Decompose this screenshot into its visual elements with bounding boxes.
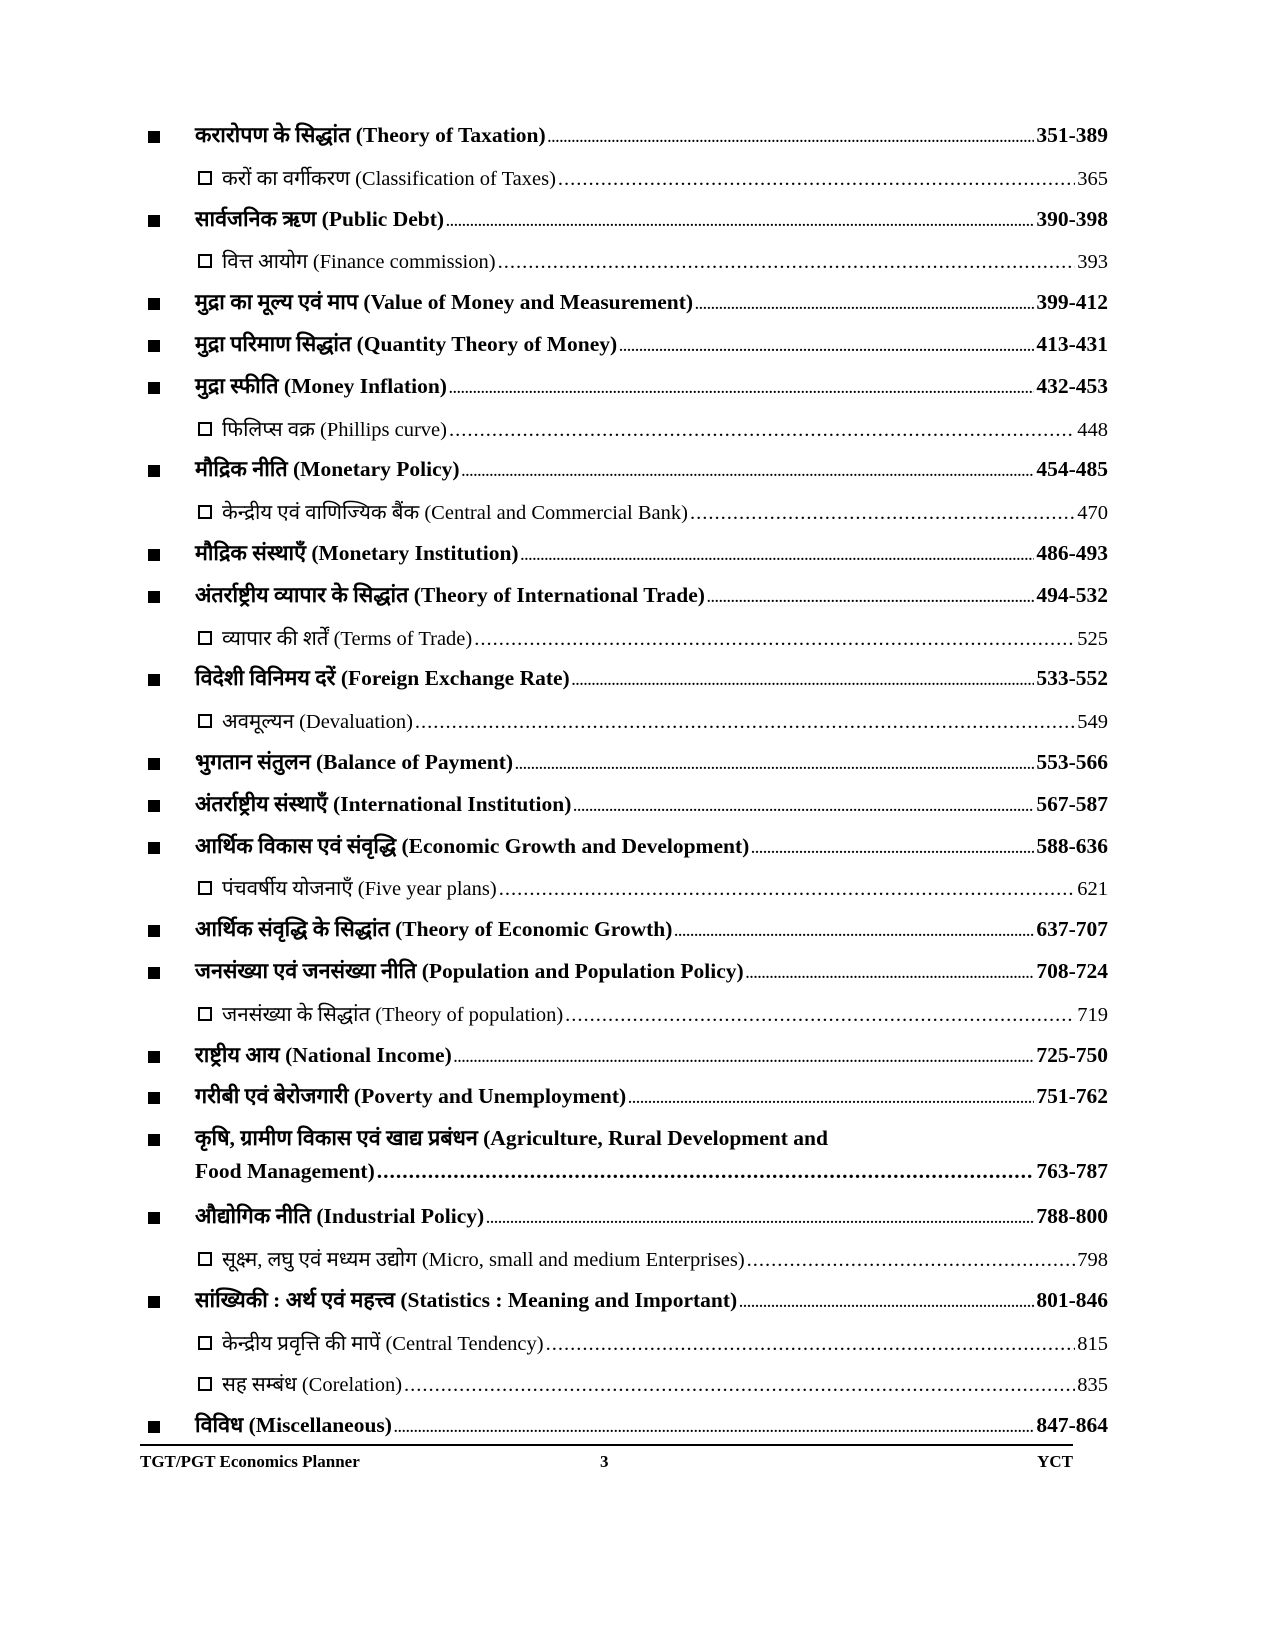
- toc-entry-page: 751-762: [1036, 1084, 1108, 1109]
- toc-subentry: [148, 494, 1108, 536]
- toc-entry-line: [195, 663, 1108, 692]
- toc-entry-page: 393: [1077, 251, 1108, 274]
- toc-entry-line: [195, 831, 1108, 860]
- toc-subentry: [148, 1325, 1108, 1367]
- toc-entry-page: 470: [1077, 502, 1108, 525]
- footer-publisher: YCT: [1037, 1452, 1073, 1471]
- dot-leader: [747, 1249, 1076, 1272]
- footer-divider: [140, 1444, 1073, 1446]
- toc-entry-page: 815: [1077, 1332, 1108, 1355]
- toc-entry-line: [195, 914, 1108, 943]
- toc-entry: [148, 1038, 1108, 1080]
- hollow-square-bullet-icon: [198, 254, 212, 268]
- toc-entry-title: व्यापार की शर्तें (Terms of Trade): [222, 627, 473, 650]
- toc-entry-line: [198, 498, 1108, 526]
- toc-entry-page: 494-532: [1036, 582, 1108, 607]
- toc-entry-line: [195, 538, 1108, 567]
- square-bullet-icon: [148, 215, 160, 227]
- toc-entry-title-cont: Food Management): [195, 1159, 375, 1184]
- toc-entry: [148, 578, 1108, 620]
- toc-subentry: [148, 160, 1108, 202]
- toc-entry-title: अंतर्राष्ट्रीय संस्थाएँ (International Institution): [195, 791, 572, 816]
- square-bullet-icon: [148, 465, 160, 477]
- dot-leader: [415, 711, 1075, 734]
- square-bullet-icon: [148, 1092, 160, 1104]
- toc-entry-line: [195, 287, 1108, 316]
- square-bullet-icon: [148, 842, 160, 854]
- toc-entry-line: [195, 329, 1108, 358]
- toc-entry-title: अवमूल्यन (Devaluation): [222, 711, 413, 734]
- toc-entry-line: [195, 454, 1108, 483]
- toc-entry-page: 525: [1077, 627, 1108, 650]
- toc-entry: [148, 954, 1108, 996]
- hollow-square-bullet-icon: [198, 631, 212, 645]
- toc-entry: [148, 452, 1108, 494]
- toc-entry: [148, 369, 1108, 411]
- toc-entry-page: 399-412: [1036, 290, 1108, 315]
- toc-entry: [148, 285, 1108, 327]
- toc-entry: [148, 1079, 1108, 1121]
- toc-entry-title: कृषि, ग्रामीण विकास एवं खाद्य प्रबंधन (Agriculture, Rural Development and: [195, 1126, 828, 1151]
- dot-leader: [739, 1288, 1034, 1313]
- toc-entry: [148, 912, 1108, 954]
- toc-entry-page: 365: [1077, 167, 1108, 190]
- toc-entry-line: [195, 747, 1108, 776]
- dot-leader: [454, 1043, 1035, 1068]
- hollow-square-bullet-icon: [198, 422, 212, 436]
- dot-leader: [751, 834, 1034, 859]
- toc-subentry: [148, 870, 1108, 912]
- toc-entry-title: मौद्रिक नीति (Monetary Policy): [195, 457, 460, 482]
- toc-entry-title: जनसंख्या के सिद्धांत (Theory of population): [222, 1003, 564, 1026]
- toc-entry-line: [195, 1040, 1108, 1069]
- dot-leader: [515, 750, 1034, 775]
- hollow-square-bullet-icon: [198, 1377, 212, 1391]
- dot-leader: [690, 502, 1075, 525]
- dot-leader: [446, 207, 1034, 232]
- toc-entry: [148, 1199, 1108, 1241]
- toc-entry-line: [195, 1201, 1108, 1230]
- dot-leader: [565, 1004, 1075, 1027]
- dot-leader: [558, 168, 1075, 191]
- square-bullet-icon: [148, 382, 160, 394]
- dot-leader: [486, 1204, 1034, 1229]
- hollow-square-bullet-icon: [198, 171, 212, 185]
- dot-leader: [619, 332, 1034, 357]
- toc-entry-title: भुगतान संतुलन (Balance of Payment): [195, 749, 514, 774]
- dot-leader: [628, 1084, 1034, 1109]
- toc-entry-title: करारोपण के सिद्धांत (Theory of Taxation): [195, 123, 546, 147]
- toc-subentry: [148, 1241, 1108, 1283]
- toc-entry-line: [195, 789, 1108, 818]
- dot-leader: [746, 959, 1035, 984]
- toc-entry-line: [198, 1000, 1108, 1028]
- square-bullet-icon: [148, 800, 160, 812]
- dot-leader: [546, 1333, 1076, 1356]
- toc-entry-title: आर्थिक विकास एवं संवृद्धि (Economic Growth and Development): [195, 833, 750, 858]
- square-bullet-icon: [148, 758, 160, 770]
- toc-entry-page: 798: [1077, 1248, 1108, 1271]
- square-bullet-icon: [148, 1296, 160, 1308]
- dot-leader: [674, 917, 1034, 942]
- square-bullet-icon: [148, 1134, 160, 1146]
- toc-entry-line: [195, 1159, 1108, 1184]
- toc-entry-line: [198, 247, 1108, 275]
- square-bullet-icon: [148, 1212, 160, 1224]
- toc-entry-line: [195, 120, 1108, 149]
- table-of-contents: [148, 118, 1108, 1450]
- toc-entry-page: 801-846: [1036, 1287, 1108, 1312]
- toc-entry-line: [198, 1245, 1108, 1273]
- toc-entry-page: 725-750: [1036, 1042, 1108, 1067]
- hollow-square-bullet-icon: [198, 1336, 212, 1350]
- dot-leader: [499, 878, 1076, 901]
- square-bullet-icon: [148, 1421, 160, 1433]
- square-bullet-icon: [148, 591, 160, 603]
- dot-leader: [572, 666, 1035, 691]
- toc-entry-title: मुद्रा स्फीति (Money Inflation): [195, 373, 447, 398]
- toc-subentry: [148, 1366, 1108, 1408]
- toc-entry-line: [198, 415, 1108, 443]
- toc-entry-page: 390-398: [1036, 206, 1108, 231]
- toc-entry-page: 533-552: [1036, 666, 1108, 691]
- toc-entry-title: सार्वजनिक ऋण (Public Debt): [195, 206, 445, 231]
- toc-entry-title: सांख्यिकी : अर्थ एवं महत्त्व (Statistics : Meaning and Important): [195, 1287, 738, 1312]
- toc-entry-title: सूक्ष्म, लघु एवं मध्यम उद्योग (Micro, small and medium Enterprises): [222, 1248, 745, 1271]
- toc-entry-page: 413-431: [1036, 331, 1108, 356]
- toc-entry-title: केन्द्रीय एवं वाणिज्यिक बैंक (Central and Commercial Bank): [222, 502, 688, 525]
- toc-entry: [148, 787, 1108, 829]
- dot-leader: [377, 1159, 1035, 1184]
- hollow-square-bullet-icon: [198, 1007, 212, 1021]
- toc-entry-title: राष्ट्रीय आय (National Income): [195, 1042, 452, 1067]
- toc-entry-title: वित्त आयोग (Finance commission): [222, 251, 496, 274]
- toc-entry: [148, 745, 1108, 787]
- toc-entry-page: 432-453: [1036, 373, 1108, 398]
- square-bullet-icon: [148, 131, 160, 143]
- square-bullet-icon: [148, 674, 160, 686]
- toc-entry-line: [195, 204, 1108, 233]
- toc-entry: [148, 327, 1108, 369]
- toc-entry-page: 588-636: [1036, 833, 1108, 858]
- toc-entry: [148, 829, 1108, 871]
- toc-subentry: [148, 703, 1108, 745]
- toc-entry-line: [198, 624, 1108, 652]
- toc-entry-title: विविध (Miscellaneous): [195, 1413, 392, 1438]
- toc-entry: [148, 202, 1108, 244]
- toc-entry-page: 788-800: [1036, 1204, 1108, 1229]
- square-bullet-icon: [148, 298, 160, 310]
- toc-entry-line: [195, 580, 1108, 609]
- footer-book-title: TGT/PGT Economics Planner: [140, 1452, 360, 1471]
- toc-entry-title: गरीबी एवं बेरोजगारी (Poverty and Unemployment): [195, 1084, 627, 1109]
- toc-entry-title: औद्योगिक नीति (Industrial Policy): [195, 1204, 485, 1229]
- toc-entry-line: [195, 1410, 1108, 1439]
- toc-entry-page: 719: [1077, 1003, 1108, 1026]
- hollow-square-bullet-icon: [198, 505, 212, 519]
- toc-entry-title: पंचवर्षीय योजनाएँ (Five year plans): [222, 878, 497, 901]
- toc-entry-title: मुद्रा का मूल्य एवं माप (Value of Money and Measurement): [195, 290, 694, 315]
- toc-entry: [148, 661, 1108, 703]
- dot-leader: [498, 251, 1076, 274]
- toc-entry-title: सह सम्बंध (Corelation): [222, 1374, 403, 1397]
- toc-entry-page: 351-389: [1036, 123, 1108, 147]
- toc-entry-line: [198, 164, 1108, 192]
- toc-entry-line: [198, 1329, 1108, 1357]
- toc-entry-line: [198, 1370, 1108, 1398]
- square-bullet-icon: [148, 925, 160, 937]
- toc-entry: [148, 536, 1108, 578]
- toc-entry-title: फिलिप्स वक्र (Phillips curve): [222, 418, 447, 441]
- dot-leader: [573, 792, 1034, 817]
- toc-entry: [148, 1121, 1108, 1199]
- toc-entry-title: मुद्रा परिमाण सिद्धांत (Quantity Theory of Money): [195, 331, 618, 356]
- toc-entry-title: विदेशी विनिमय दरें (Foreign Exchange Rate): [195, 666, 570, 691]
- dot-leader: [449, 419, 1075, 442]
- toc-entry-page: 847-864: [1036, 1413, 1108, 1438]
- toc-entry-title: अंतर्राष्ट्रीय व्यापार के सिद्धांत (Theory of International Trade): [195, 582, 705, 607]
- dot-leader: [695, 290, 1034, 315]
- toc-entry-page: 708-724: [1036, 958, 1108, 983]
- hollow-square-bullet-icon: [198, 714, 212, 728]
- toc-entry-page: 553-566: [1036, 749, 1108, 774]
- toc-entry-line: [195, 956, 1108, 985]
- square-bullet-icon: [148, 967, 160, 979]
- toc-entry-title: मौद्रिक संस्थाएँ (Monetary Institution): [195, 540, 519, 565]
- dot-leader: [394, 1413, 1034, 1438]
- toc-entry: [148, 1283, 1108, 1325]
- toc-entry-line: [198, 874, 1108, 902]
- toc-subentry: [148, 411, 1108, 453]
- toc-entry-line: [195, 1081, 1108, 1110]
- toc-subentry: [148, 996, 1108, 1038]
- dot-leader: [521, 541, 1035, 566]
- page-footer: [140, 1452, 1073, 1476]
- dot-leader: [474, 628, 1075, 651]
- toc-entry-page: 448: [1077, 418, 1108, 441]
- footer-page-number: 3: [600, 1452, 609, 1471]
- dot-leader: [404, 1374, 1075, 1397]
- toc-entry-title: आर्थिक संवृद्धि के सिद्धांत (Theory of Economic Growth): [195, 917, 673, 942]
- toc-entry-page: 567-587: [1036, 791, 1108, 816]
- toc-entry-title: केन्द्रीय प्रवृत्ति की मापें (Central Tendency): [222, 1332, 544, 1355]
- toc-entry-page: 454-485: [1036, 457, 1108, 482]
- toc-entry-line: [198, 707, 1108, 735]
- toc-entry-title: करों का वर्गीकरण (Classification of Taxes): [222, 167, 556, 190]
- toc-entry-page: 549: [1077, 711, 1108, 734]
- toc-entry-page: 763-787: [1036, 1159, 1108, 1184]
- toc-entry-line: [195, 1285, 1108, 1314]
- toc-entry-line: [195, 371, 1108, 400]
- toc-entry-page: 621: [1077, 878, 1108, 901]
- square-bullet-icon: [148, 1051, 160, 1063]
- hollow-square-bullet-icon: [198, 881, 212, 895]
- toc-entry-title: जनसंख्या एवं जनसंख्या नीति (Population and Population Policy): [195, 958, 744, 983]
- toc-subentry: [148, 243, 1108, 285]
- toc-entry: [148, 118, 1108, 160]
- dot-leader: [449, 374, 1034, 399]
- dot-leader: [548, 123, 1035, 148]
- dot-leader: [462, 457, 1035, 482]
- square-bullet-icon: [148, 340, 160, 352]
- dot-leader: [707, 583, 1034, 608]
- toc-entry-page: 835: [1077, 1374, 1108, 1397]
- toc-entry-page: 637-707: [1036, 917, 1108, 942]
- square-bullet-icon: [148, 549, 160, 561]
- hollow-square-bullet-icon: [198, 1252, 212, 1266]
- toc-entry-page: 486-493: [1036, 540, 1108, 565]
- toc-subentry: [148, 620, 1108, 662]
